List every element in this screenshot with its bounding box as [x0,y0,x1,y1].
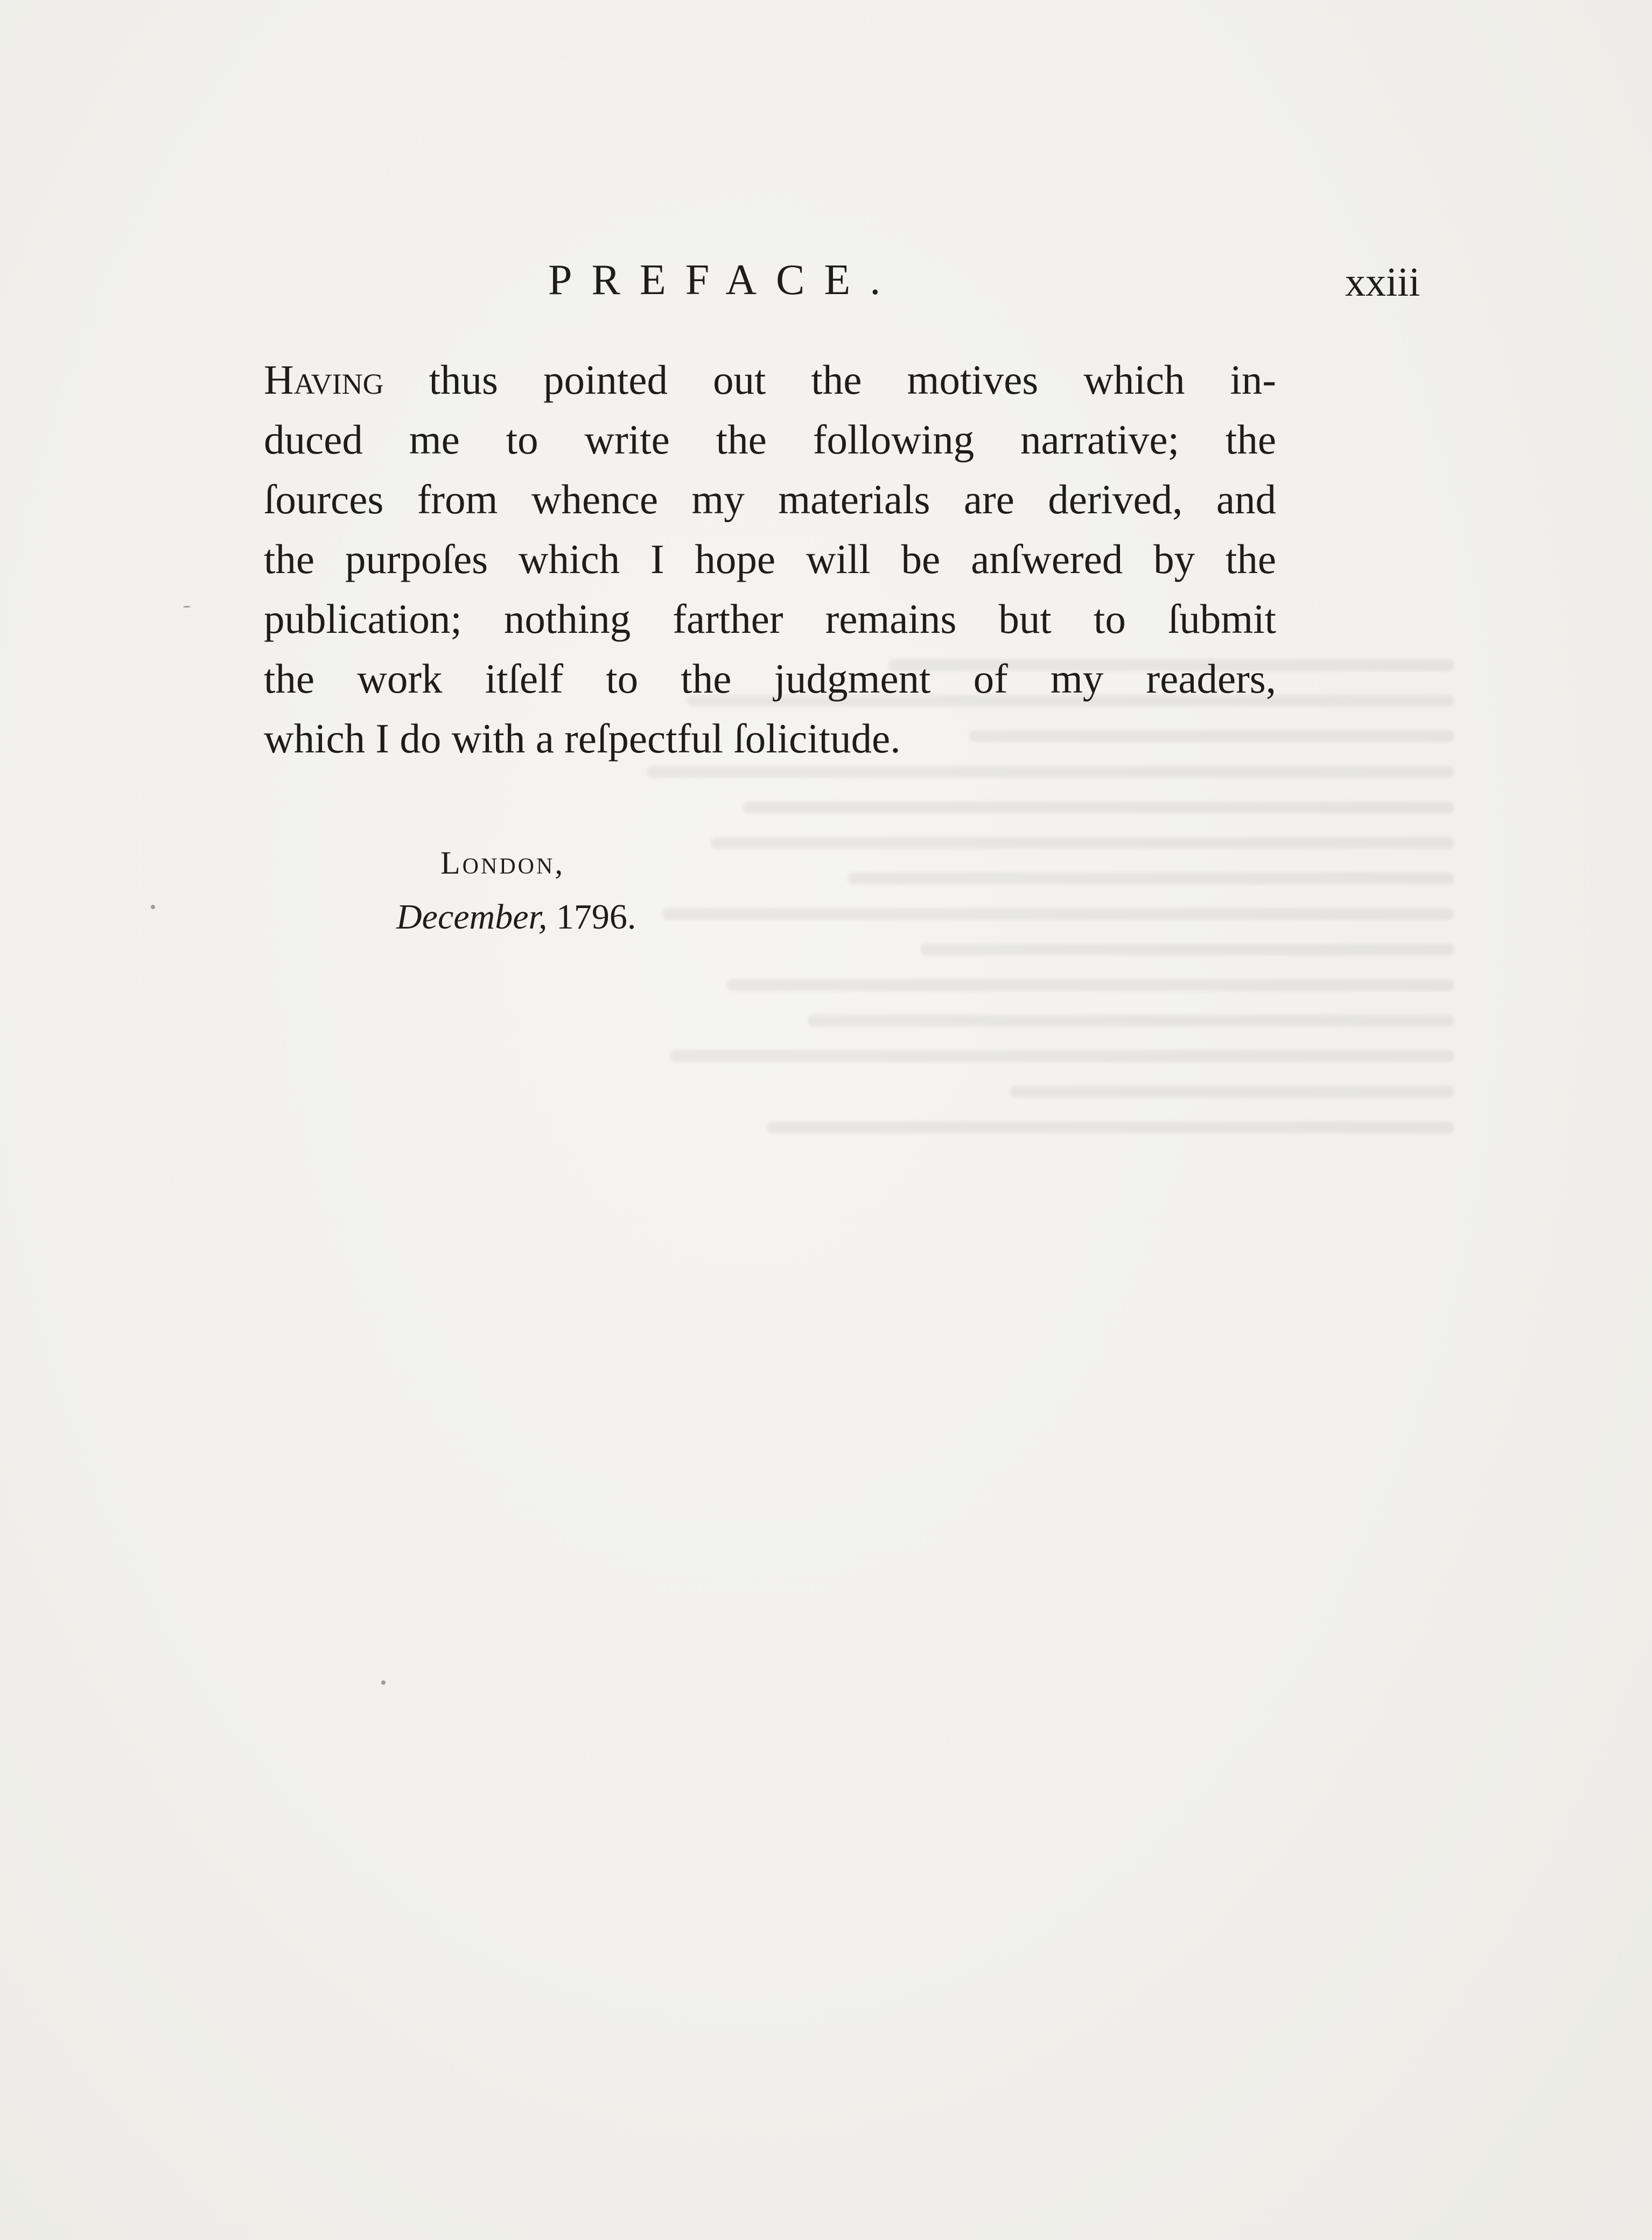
signature-date [396,899,636,935]
signature-month: December, [396,897,548,937]
paper-speck [183,606,191,608]
signature-year: 1796. [556,897,636,937]
paragraph-line: duced me to write the following narrative; the [264,416,1276,463]
paragraph-line: the work itſelf to the judgment of my readers, [264,655,1276,702]
page-number: xxiii [1345,260,1420,305]
paragraph-line: which I do with a reſpectful ſolicitude. [264,715,901,762]
signature-place: London, [440,845,565,881]
running-head: PREFACE. [548,256,900,304]
paragraph-line: the purpoſes which I hope will be anſwered by the [264,536,1276,582]
preface-paragraph [264,350,1276,769]
paragraph-line: Having thus pointed out the motives which in- [264,357,1276,403]
paragraph-line: publication; nothing farther remains but to ſubmit [264,596,1276,642]
paper-speck [381,1680,386,1685]
paragraph-line: ſources from whence my materials are derived, and [264,476,1276,522]
paper-speck [151,905,155,909]
